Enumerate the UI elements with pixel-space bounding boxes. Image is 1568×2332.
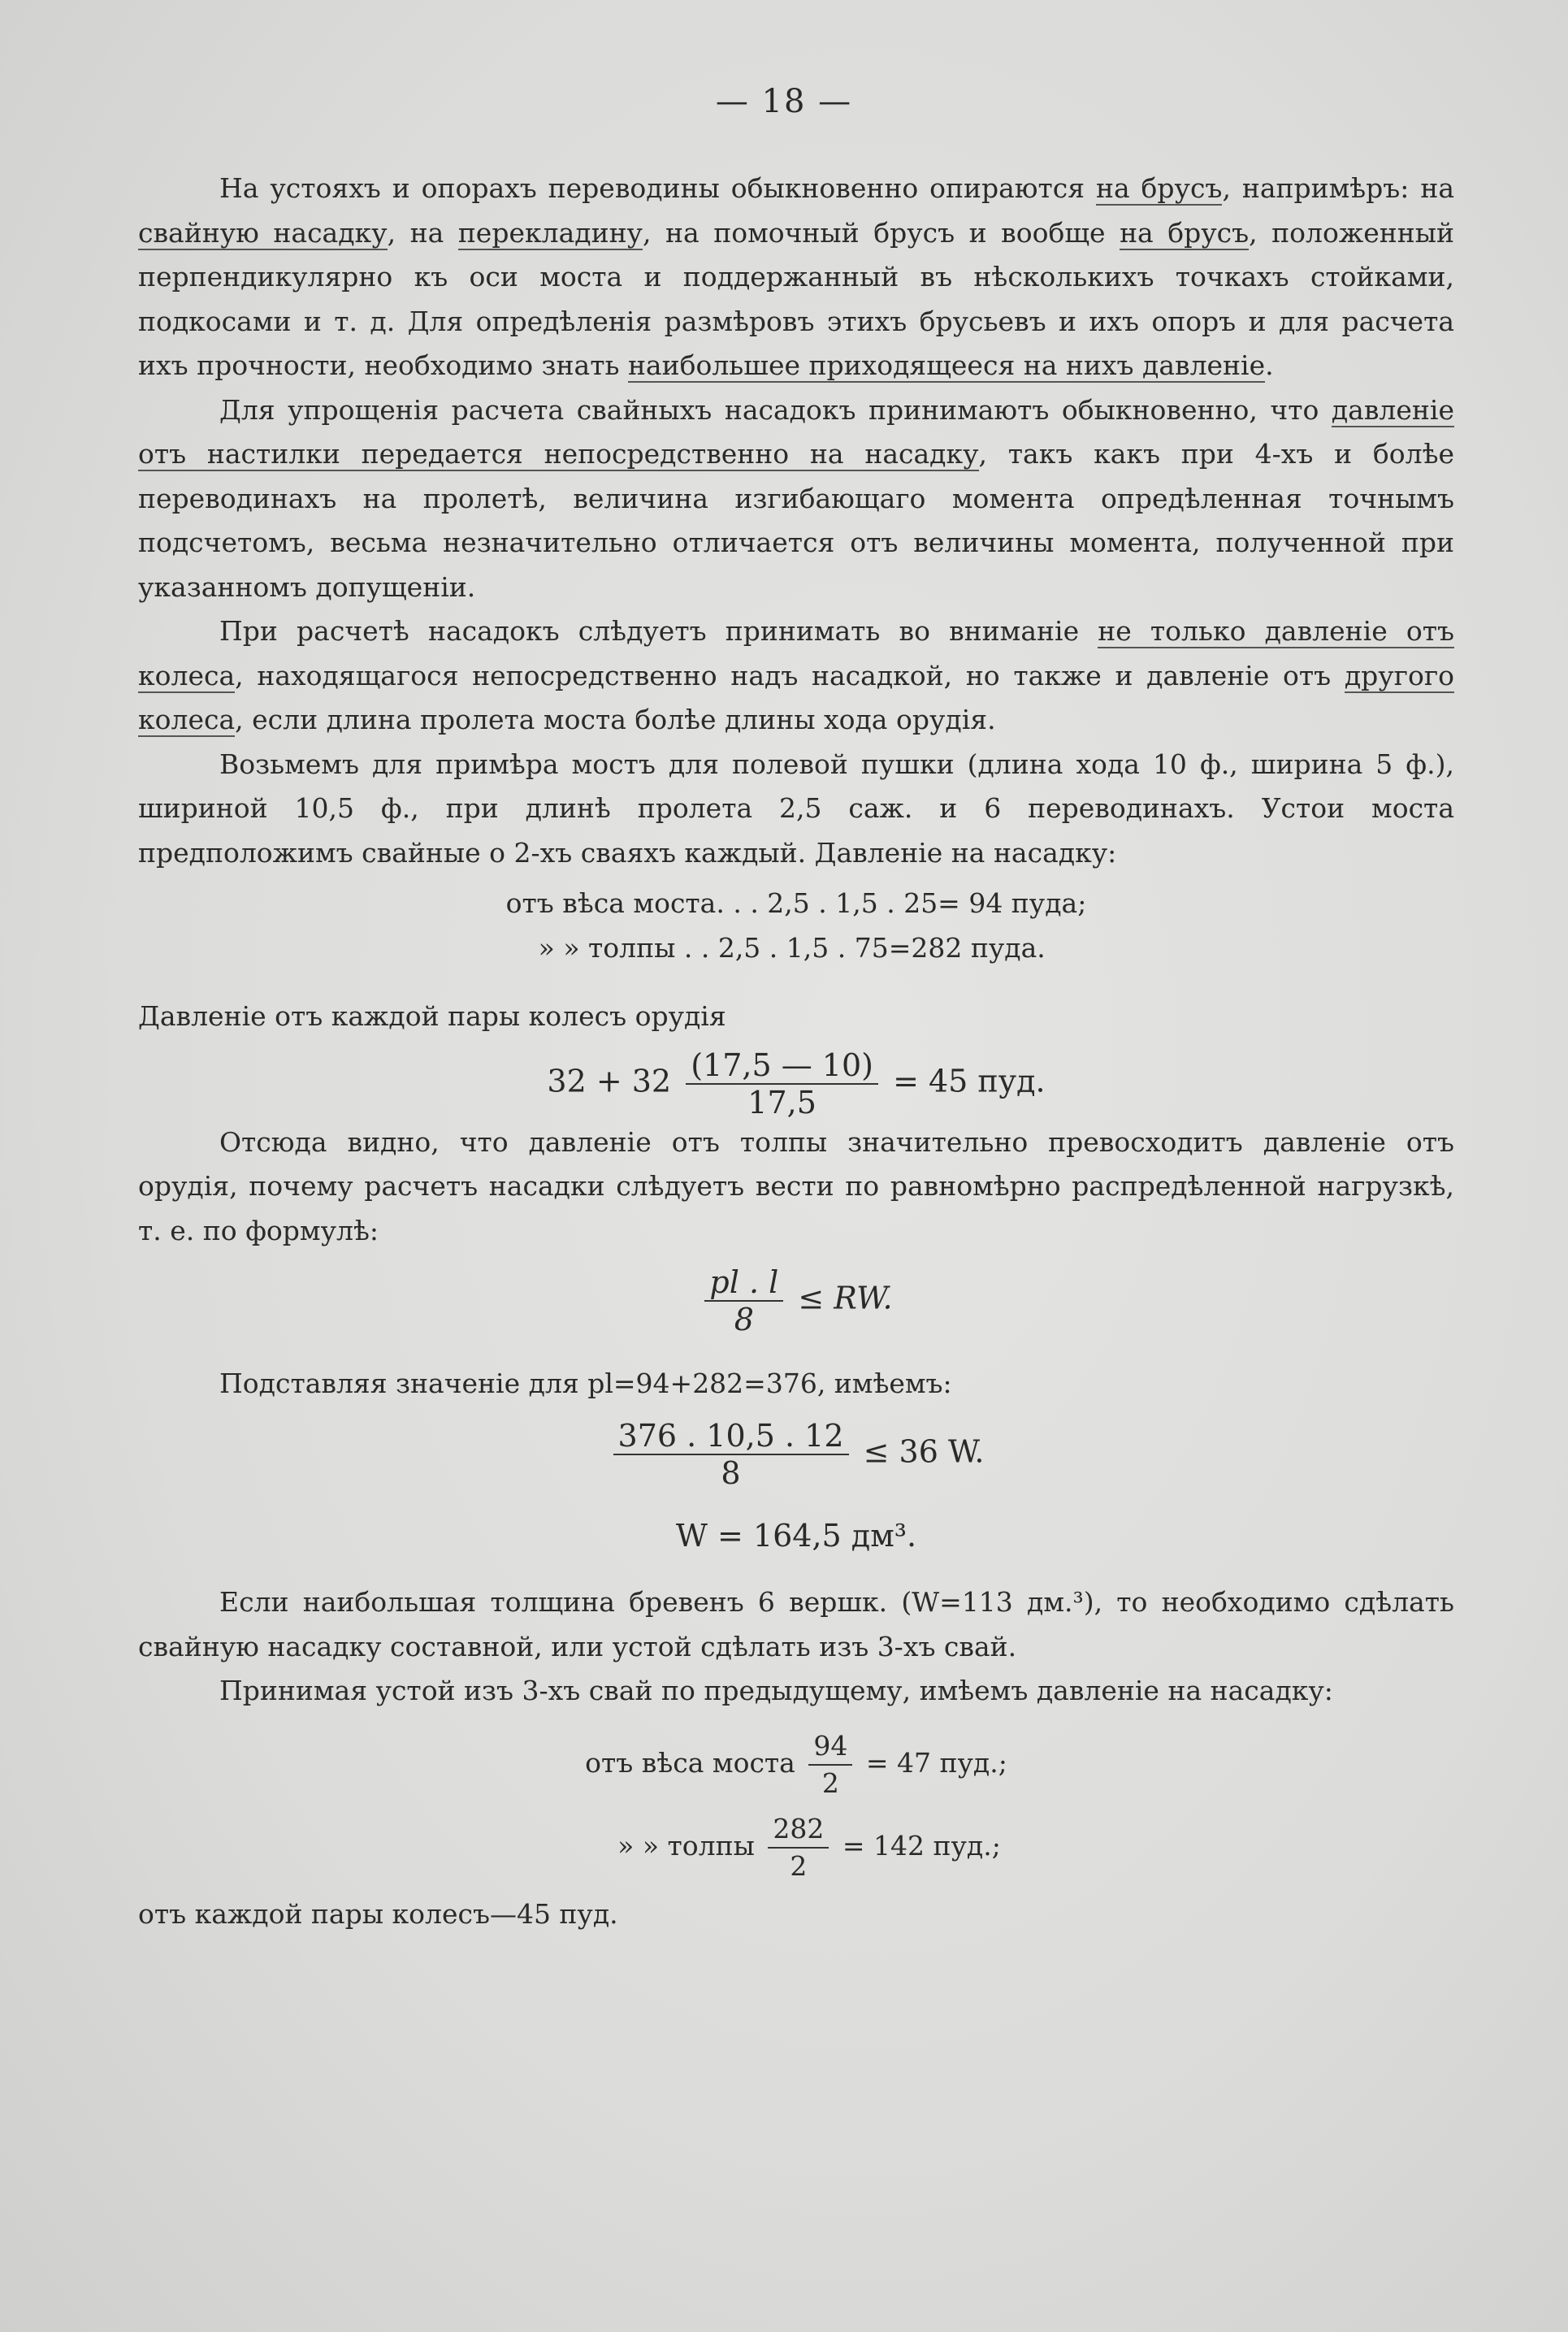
text-span: , находящагося непосредственно надъ насадкой, но также и давленіе отъ: [235, 659, 1345, 691]
paragraph-2: [138, 388, 1454, 610]
text-span: , напримѣръ: на: [1222, 172, 1454, 204]
text-span: = 142 пуд.;: [842, 1829, 1001, 1862]
text-span: Для упрощенія расчета свайныхъ насадокъ принимаютъ обыкновенно, что: [219, 393, 1332, 426]
text-span: При расчетѣ насадокъ слѣдуетъ принимать во вниманіе: [219, 615, 1098, 647]
load-line: » » толпы . . 2,5 . 1,5 . 75=282 пуда.: [538, 931, 1046, 964]
paragraph-5: Давленіе отъ каждой пары колесъ орудія: [138, 1000, 726, 1032]
fraction: [808, 1728, 852, 1801]
load-line: [585, 1728, 1007, 1801]
text-span: , положенный перпендикулярно къ оси моста и поддержанный въ нѣсколькихъ точкахъ стойками, подкосами и т. д. Для опредѣленія размѣровъ этихъ брусьевъ и ихъ опоръ и для расчета ихъ прочности, необходимо знать: [138, 216, 1455, 381]
text-span: , на помочный брусъ и вообще: [642, 216, 1120, 249]
fraction: [686, 1047, 878, 1120]
numerator: 94: [808, 1728, 852, 1766]
underlined-text: на брусъ: [1095, 172, 1223, 204]
formula-part: ≤ 36 W.: [863, 1433, 985, 1469]
paragraph-3: [138, 609, 1454, 743]
text-span: .: [1265, 349, 1274, 381]
underlined-text: перекладину: [457, 216, 643, 249]
denominator: 17,5: [747, 1084, 816, 1120]
paragraph-11: отъ каждой пары колесъ—45 пуд.: [138, 1897, 618, 1930]
underlined-text: на брусъ: [1120, 216, 1250, 249]
text-span: , на: [387, 216, 458, 249]
underlined-text: наибольшее приходящееся на нихъ давленіе: [627, 349, 1266, 381]
load-list-1: [138, 882, 1454, 970]
text-span: отъ вѣса моста: [585, 1746, 795, 1779]
text-span: , такъ какъ при 4-хъ и болѣе переводинахъ на пролетѣ, величина изгибающаго момента опредѣленная точнымъ подсчетомъ, весьма незначительно отличается отъ величины момента, полученной при указанномъ допущеніи.: [138, 438, 1454, 603]
formula-bending: [138, 1264, 1454, 1337]
paragraph-4: Возьмемъ для примѣра мостъ для полевой пушки (длина хода 10 ф., ширина 5 ф.), шириной 10,5 ф., при длинѣ пролета 2,5 саж. и 6 переводинахъ. Устои моста предположимъ свайные о 2-хъ сваяхъ каждый. Давленіе на насадку:: [138, 748, 1454, 869]
numerator: 376 . 10,5 . 12: [613, 1418, 849, 1455]
body-text: [138, 167, 1454, 1936]
formula-part: 32 + 32: [547, 1063, 672, 1099]
text-span: = 47 пуд.;: [865, 1746, 1007, 1779]
formula-result: W = 164,5 дм³.: [675, 1517, 917, 1554]
underlined-text: давленіе отъ настилки передается непосредственно на насадку: [138, 393, 1454, 470]
numerator: (17,5 — 10): [686, 1047, 878, 1085]
denominator: 2: [821, 1766, 839, 1799]
paragraph-7: Подставляя значеніе для pl=94+282=376, имѣемъ:: [219, 1368, 952, 1399]
denominator: 8: [734, 1302, 754, 1337]
formula-part: = 45 пуд.: [893, 1063, 1046, 1099]
formula-part: ≤ RW.: [798, 1280, 893, 1316]
text-span: На устояхъ и опорахъ переводины обыкновенно опираются: [219, 172, 1096, 204]
fraction: [704, 1264, 783, 1337]
paragraph-1: [138, 167, 1454, 388]
underlined-text: другого колеса: [138, 659, 1454, 735]
paragraph-8: Если наибольшая толщина бревенъ 6 вершк. (W=113 дм.³), то необходимо сдѣлать свайную насадку составной, или устой сдѣлать изъ 3-хъ свай.: [138, 1586, 1454, 1662]
underlined-text: свайную насадку: [138, 216, 388, 249]
text-span: » » толпы: [617, 1829, 755, 1862]
page-number: — 18 —: [715, 83, 853, 120]
underlined-text: не только давленіе отъ колеса: [138, 615, 1454, 691]
fraction: [768, 1811, 829, 1884]
fraction: [613, 1418, 849, 1491]
text-span: , если длина пролета моста болѣе длины хода орудія.: [235, 704, 996, 735]
load-line: отъ вѣса моста. . . 2,5 . 1,5 . 25= 94 пуда;: [505, 887, 1087, 919]
denominator: 2: [790, 1849, 808, 1882]
load-line: [585, 1811, 1007, 1884]
numerator: pl . l: [704, 1264, 783, 1302]
formula-wheel-pressure: [138, 1047, 1454, 1120]
load-list-2: [138, 1728, 1454, 1884]
denominator: 8: [721, 1454, 741, 1491]
formula-substitution: [138, 1418, 1454, 1491]
numerator: 282: [768, 1811, 829, 1849]
paragraph-9: Принимая устой изъ 3-хъ свай по предыдущему, имѣемъ давленіе на насадку:: [219, 1675, 1333, 1706]
paragraph-6: Отсюда видно, что давленіе отъ толпы значительно превосходитъ давленіе отъ орудія, почему расчетъ насадки слѣдуетъ вести по равномѣрно распредѣленной нагрузкѣ, т. е. по формулѣ:: [138, 1125, 1454, 1246]
